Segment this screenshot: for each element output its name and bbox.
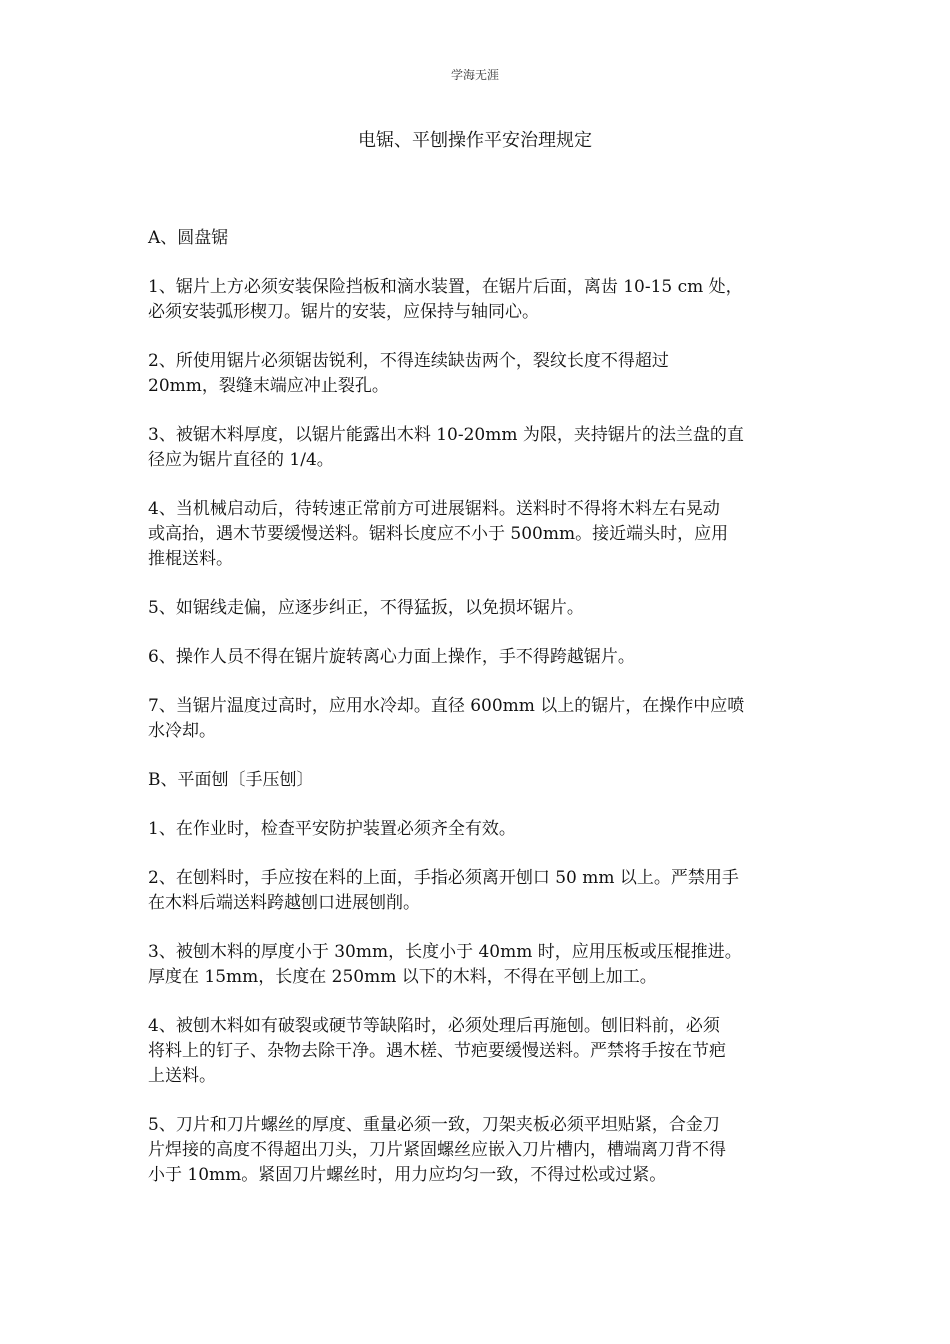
paragraph-a-2 [148, 349, 808, 399]
paragraph-line: 推棍送料。 [148, 549, 233, 569]
paragraph-b-3 [148, 940, 808, 990]
paragraph-b-1 [148, 817, 808, 842]
paragraph-line: 厚度在 15mm，长度在 250mm 以下的木料，不得在平刨上加工。 [148, 967, 657, 987]
paragraph-line: 5、刀片和刀片螺丝的厚度、重量必须一致，刀架夹板必须平坦贴紧，合金刀 [148, 1115, 720, 1135]
paragraph-b-2 [148, 866, 808, 916]
paragraph-line: 或高抬，遇木节要缓慢送料。锯料长度应不小于 500mm。接近端头时，应用 [148, 524, 729, 544]
paragraph-line: 片焊接的高度不得超出刀头，刀片紧固螺丝应嵌入刀片槽内，槽端离刀背不得 [148, 1140, 726, 1160]
paragraph-a-6 [148, 645, 808, 670]
section-heading-b: B、平面刨〔手压刨〕 [148, 770, 314, 790]
page-header: 学海无涯 [450, 68, 499, 82]
paragraph-b-4 [148, 1014, 808, 1089]
paragraph-line: 3、被锯木料厚度，以锯片能露出木料 10-20mm 为限，夹持锯片的法兰盘的直 [148, 425, 744, 445]
paragraph-a-3 [148, 423, 808, 473]
paragraph-a-4 [148, 497, 808, 572]
paragraph-line: 上送料。 [148, 1066, 216, 1086]
paragraph-line: 3、被刨木料的厚度小于 30mm，长度小于 40mm 时，应用压板或压棍推进。 [148, 942, 742, 962]
paragraph-a-7 [148, 694, 808, 744]
document-body [148, 226, 808, 1212]
paragraph-line: 2、所使用锯片必须锯齿锐利，不得连续缺齿两个，裂纹长度不得超过 [148, 351, 669, 371]
section-heading-a: A、圆盘锯 [148, 228, 229, 248]
paragraph-line: 1、锯片上方必须安装保险挡板和滴水装置，在锯片后面，离齿 10-15 cm 处， [148, 277, 743, 297]
paragraph-line: 2、在刨料时，手应按在料的上面，手指必须离开刨口 50 mm 以上。严禁用手 [148, 868, 739, 888]
paragraph-line: 水冷却。 [148, 721, 216, 741]
paragraph-line: 径应为锯片直径的 1/4。 [148, 450, 334, 470]
paragraph-line: 20mm，裂缝末端应冲止裂孔。 [148, 376, 389, 396]
paragraph-a-1 [148, 275, 808, 325]
paragraph-line: 将料上的钉子、杂物去除干净。遇木槎、节疤要缓慢送料。严禁将手按在节疤 [148, 1041, 726, 1061]
paragraph-line: 6、操作人员不得在锯片旋转离心力面上操作，手不得跨越锯片。 [148, 647, 635, 667]
paragraph-a-5 [148, 596, 808, 621]
paragraph-line: 必须安装弧形楔刀。锯片的安装，应保持与轴同心。 [148, 302, 539, 322]
paragraph-line: 4、被刨木料如有破裂或硬节等缺陷时，必须处理后再施刨。刨旧料前，必须 [148, 1016, 720, 1036]
paragraph-line: 5、如锯线走偏，应逐步纠正，不得猛扳，以免损坏锯片。 [148, 598, 584, 618]
paragraph-line: 4、当机械启动后，待转速正常前方可进展锯料。送料时不得将木料左右晃动 [148, 499, 720, 519]
paragraph-line: 在木料后端送料跨越刨口进展刨削。 [148, 893, 420, 913]
paragraph-line: 1、在作业时，检查平安防护装置必须齐全有效。 [148, 819, 516, 839]
paragraph-line: 小于 10mm。紧固刀片螺丝时，用力应均匀一致，不得过松或过紧。 [148, 1165, 667, 1185]
document-title: 电锯、平刨操作平安治理规定 [358, 130, 592, 151]
paragraph-line: 7、当锯片温度过高时，应用水冷却。直径 600mm 以上的锯片，在操作中应喷 [148, 696, 745, 716]
paragraph-b-5 [148, 1113, 808, 1188]
